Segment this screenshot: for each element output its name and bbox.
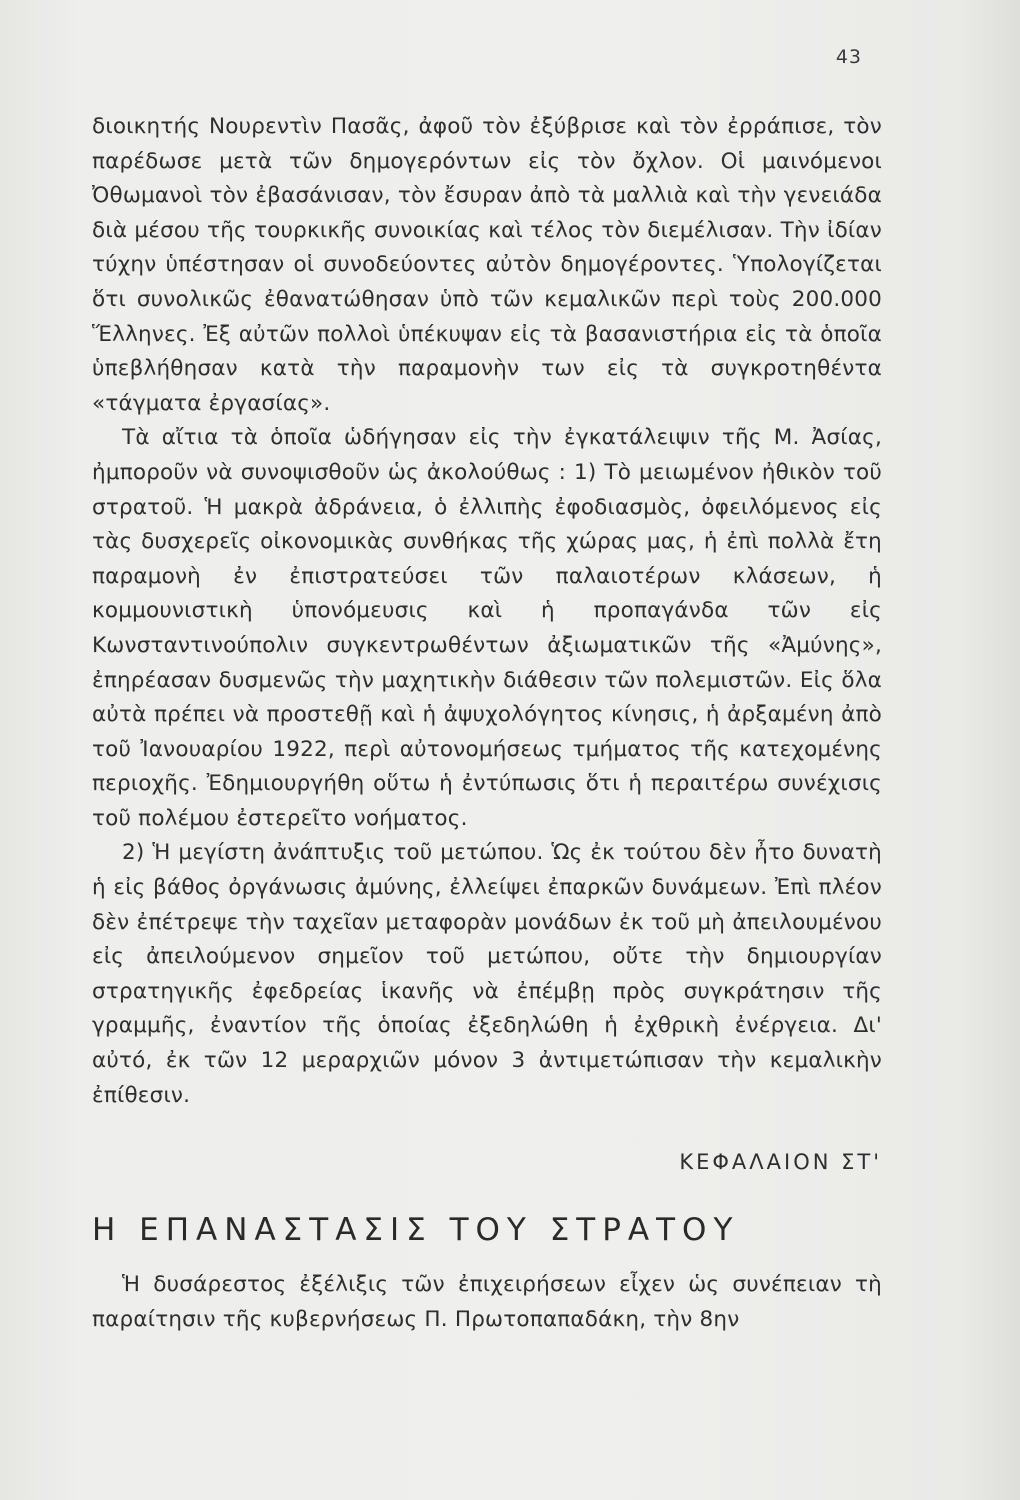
paragraph-2: Τὰ αἴτια τὰ ὁποῖα ὡδήγησαν εἰς τὴν ἐγκατάλειψιν τῆς Μ. Ἀσίας, ἠμποροῦν νὰ συνοψισθοῦν ὡς ἀκολούθως : 1) Τὸ μειωμένον ἠθικὸν τοῦ στρατοῦ. Ἡ μακρὰ ἀδράνεια, ὁ ἐλλιπὴς ἐφοδιασμὸς, ὀφειλόμενος εἰς τὰς δυσχερεῖς οἰκονομικὰς συνθήκας τῆς χώρας μας, ἡ ἐπὶ πολλὰ ἔτη παραμονὴ ἐν ἐπιστρατεύσει τῶν παλαιοτέρων κλάσεων, ἡ κομμουνιστικὴ ὑπονόμευσις καὶ ἡ προπαγάνδα τῶν εἰς Κωνσταντινούπολιν συγκεντρωθέντων ἀξιωματικῶν τῆς «Ἀμύνης», ἐπηρέασαν δυσμενῶς τὴν μαχητικὴν διάθεσιν τῶν πολεμιστῶν. Εἰς ὅλα αὐτὰ πρέπει νὰ προστεθῇ καὶ ἡ ἀψυχολόγητος κίνησις, ἡ ἀρξαμένη ἀπὸ τοῦ Ἰανουαρίου 1922, περὶ αὐτονομήσεως τμήματος τῆς κατεχομένης περιοχῆς. Ἐδημιουργήθη οὕτω ἡ ἐντύπωσις ὅτι ἡ περαιτέρω συνέχισις τοῦ πολέμου ἐστερεῖτο νοήματος.: [92, 425, 882, 831]
chapter-label: ΚΕΦΑΛΑΙΟΝ ΣΤ': [679, 1150, 882, 1174]
paragraph-3: 2) Ἡ μεγίστη ἀνάπτυξις τοῦ μετώπου. Ὡς ἐκ τούτου δὲν ἦτο δυνατὴ ἡ εἰς βάθος ὀργάνωσις ἀμύνης, ἐλλείψει ἐπαρκῶν δυνάμεων. Ἐπὶ πλέον δὲν ἐπέτρεψε τὴν ταχεῖαν μεταφορὰν μονάδων ἐκ τοῦ μὴ ἀπειλουμένου εἰς ἀπειλούμενον σημεῖον τοῦ μετώπου, οὔτε τὴν δημιουργίαν στρατηγικῆς ἐφεδρείας ἱκανῆς νὰ ἐπέμβῃ πρὸς συγκράτησιν τῆς γραμμῆς, ἐναντίον τῆς ὁποίας ἐξεδηλώθη ἡ ἐχθρικὴ ἐνέργεια. Δι' αὐτό, ἐκ τῶν 12 μεραρχιῶν μόνον 3 ἀντιμετώπισαν τὴν κεμαλικὴν ἐπίθεσιν.: [92, 840, 882, 1108]
page-number: 43: [835, 46, 862, 68]
body-text: [92, 110, 882, 1113]
chapter-title: Η ΕΠΑΝΑΣΤΑΣΙΣ ΤΟΥ ΣΤΡΑΤΟΥ: [92, 1212, 740, 1248]
chapter-body: [92, 1268, 882, 1337]
page-edge-shadow: [960, 0, 1020, 1500]
chapter-paragraph-1: Ἡ δυσάρεστος ἐξέλιξις τῶν ἐπιχειρήσεων εἶχεν ὡς συνέπειαν τὴ παραίτησιν τῆς κυβερνήσεως Π. Πρωτοπαπαδάκη, τὴν 8ην: [92, 1272, 882, 1332]
paragraph-1: διοικητής Νουρεντὶν Πασᾶς, ἀφοῦ τὸν ἐξύβρισε καὶ τὸν ἐρράπισε, τὸν παρέδωσε μετὰ τῶν δημογερόντων εἰς τὸν ὄχλον. Οἱ μαινόμενοι Ὀθωμανοὶ τὸν ἐβασάνισαν, τὸν ἔσυραν ἀπὸ τὰ μαλλιὰ καὶ τὴν γενειάδα διὰ μέσου τῆς τουρκικῆς συνοικίας καὶ τέλος τὸν διεμέλισαν. Τὴν ἰδίαν τύχην ὑπέστησαν οἱ συνοδεύοντες αὐτὸν δημογέροντες. Ὑπολογίζεται ὅτι συνολικῶς ἐθανατώθησαν ὑπὸ τῶν κεμαλικῶν περὶ τοὺς 200.000 Ἕλληνες. Ἐξ αὐτῶν πολλοὶ ὑπέκυψαν εἰς τὰ βασανιστήρια εἰς τὰ ὁποῖα ὑπεβλήθησαν κατὰ τὴν παραμονὴν των εἰς τὰ συγκροτηθέντα «τάγματα ἐργασίας».: [92, 114, 882, 416]
